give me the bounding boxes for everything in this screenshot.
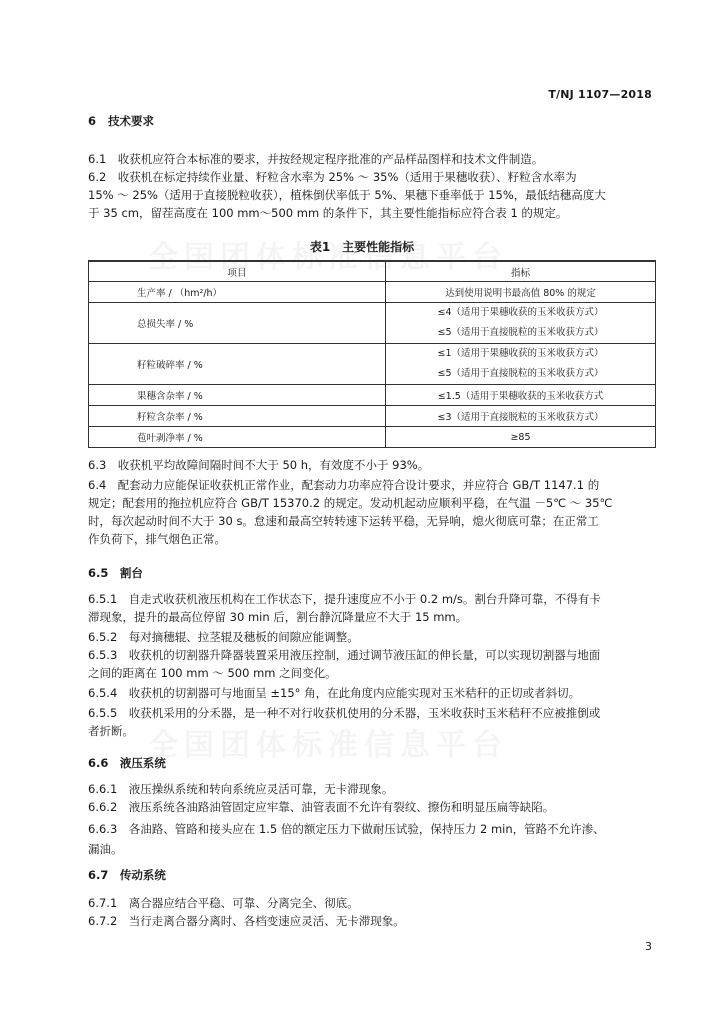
row-item: 苞叶剥净率 / % — [89, 427, 386, 448]
clause-6-5-3-line2: 之间的距离在 100 mm ～ 500 mm 之间变化。 — [88, 666, 337, 680]
clause-6-2-line2: 15% ～ 25%（适用于直接脱粒收获），植株倒伏率低于 5%、果穗下垂率低于 15%，最低结穗高度大 — [88, 188, 606, 202]
header-indicator: 指标 — [386, 261, 656, 282]
clause-6-5-2: 6.5.2 每对摘穗辊、拉茎辊及穗板的间隙应能调整。 — [88, 630, 359, 644]
table-caption: 表1 主要性能指标 — [309, 240, 415, 254]
table-row — [89, 427, 656, 448]
clause-6-7-1: 6.7.1 离合器应结合平稳、可靠、分离完全、彻底。 — [88, 896, 359, 910]
clause-6-5-1-line1: 6.5.1 自走式收获机液压机构在工作状态下，提升速度应不小于 0.2 m/s。割台升降可靠，不得有卡 — [88, 592, 601, 606]
clause-6-2-line3: 于 35 cm，留茬高度在 100 mm～500 mm 的条件下，其主要性能指标应符合表 1 的规定。 — [88, 206, 568, 220]
row-item: 籽粒破碎率 / % — [89, 344, 386, 385]
row-value-group — [386, 303, 656, 344]
section-heading-6-6: 6.6 液压系统 — [88, 756, 166, 770]
row-value-group — [386, 344, 656, 385]
table-row — [89, 406, 656, 427]
section-heading-6 — [88, 114, 654, 128]
clause-6-4-line2: 规定；配套用的拖拉机应符合 GB/T 15370.2 的规定。发动机起动应顺利平稳，在气温 －5℃ ～ 35℃ — [88, 496, 613, 510]
clause-6-5-3-line1: 6.5.3 收获机的切割器升降器装置采用液压控制，通过调节液压缸的伸长量，可以实现切割器与地面 — [88, 648, 601, 662]
row-value: ≥85 — [386, 427, 656, 448]
section-heading-6-7: 6.7 传动系统 — [88, 868, 166, 882]
section-title: 技术要求 — [108, 114, 155, 128]
clause-6-4-line3: 时，每次起动时间不大于 30 s。怠速和最高空转转速下运转平稳，无异响，熄火彻底可靠；在正常工 — [88, 514, 599, 528]
table-row — [89, 344, 656, 385]
clause-6-7-2: 6.7.2 当行走离合器分离时、各档变速应灵活、无卡滞现象。 — [88, 914, 405, 928]
clause-6-5-5-line2: 者折断。 — [88, 724, 134, 738]
row-value: 达到使用说明书最高值 80% 的规定 — [386, 282, 656, 303]
row-value: ≤3（适用于直接脱粒的玉米收获方式） — [386, 406, 656, 427]
clause-6-4-line1: 6.4 配套动力应能保证收获机正常作业，配套动力功率应符合设计要求，并应符合 GB/T 1147.1 的 — [88, 478, 600, 492]
standard-code-header: T/NJ 1107—2018 — [548, 88, 652, 101]
row-item: 果穗含杂率 / % — [89, 385, 386, 406]
row-item: 籽粒含杂率 / % — [89, 406, 386, 427]
section-heading-6-5: 6.5 割台 — [88, 566, 143, 580]
clause-6-5-4: 6.5.4 收获机的切割器可与地面呈 ±15° 角，在此角度内应能实现对玉米秸秆的正切或者斜切。 — [88, 686, 581, 700]
clause-6-3: 6.3 收获机平均故障间隔时间不大于 50 h，有效度不小于 93%。 — [88, 458, 430, 472]
table-row — [89, 282, 656, 303]
row-item: 总损失率 / % — [89, 303, 386, 344]
clause-6-5-5-line1: 6.5.5 收获机采用的分禾器，是一种不对行收获机使用的分禾器，玉米收获时玉米秸秆不应被推倒或 — [88, 706, 601, 720]
clause-6-4-line4: 作负荷下，排气烟色正常。 — [88, 532, 226, 546]
section-number: 6 — [88, 114, 97, 128]
table-row — [89, 385, 656, 406]
clause-6-6-3-line1: 6.6.3 各油路、管路和接头应在 1.5 倍的额定压力下做耐压试验，保持压力 2 min，管路不允许渗、 — [88, 822, 605, 836]
header-item: 项目 — [89, 261, 386, 282]
row-item: 生产率 / （hm²/h） — [89, 282, 386, 303]
row-value: ≤1.5（适用于果穗收获的玉米收获方式 — [386, 385, 656, 406]
table-header-row — [89, 261, 656, 282]
clause-6-6-1: 6.6.1 液压操纵系统和转向系统应灵活可靠，无卡滞现象。 — [88, 782, 394, 796]
clause-6-6-3-line2: 漏油。 — [88, 842, 123, 856]
clause-6-2-line1: 6.2 收获机在标定持续作业量、籽粒含水率为 25% ～ 35%（适用于果穗收获）、籽粒含水率为 — [88, 170, 577, 184]
clause-6-1: 6.1 收获机应符合本标准的要求，并按经规定程序批准的产品样品图样和技术文件制造。 — [88, 152, 544, 166]
clause-6-5-1-line2: 滞现象，提升的最高位停留 30 min 后，割台静沉降量应不大于 15 mm。 — [88, 610, 468, 624]
page-number: 3 — [645, 940, 652, 953]
row-value: ≤4（适用于果穗收获的玉米收获方式） — [437, 307, 604, 318]
row-value: ≤1（适用于果穗收获的玉米收获方式） — [437, 348, 604, 359]
clause-6-6-2: 6.6.2 液压系统各油路油管固定应牢靠、油管表面不允许有裂纹、擦伤和明显压扁等缺陷。 — [88, 800, 555, 814]
row-value: ≤5（适用于直接脱粒的玉米收获方式） — [437, 327, 604, 338]
table-row — [89, 303, 656, 344]
performance-table — [88, 260, 656, 448]
row-value: ≤5（适用于直接脱粒的玉米收获方式） — [437, 368, 604, 379]
